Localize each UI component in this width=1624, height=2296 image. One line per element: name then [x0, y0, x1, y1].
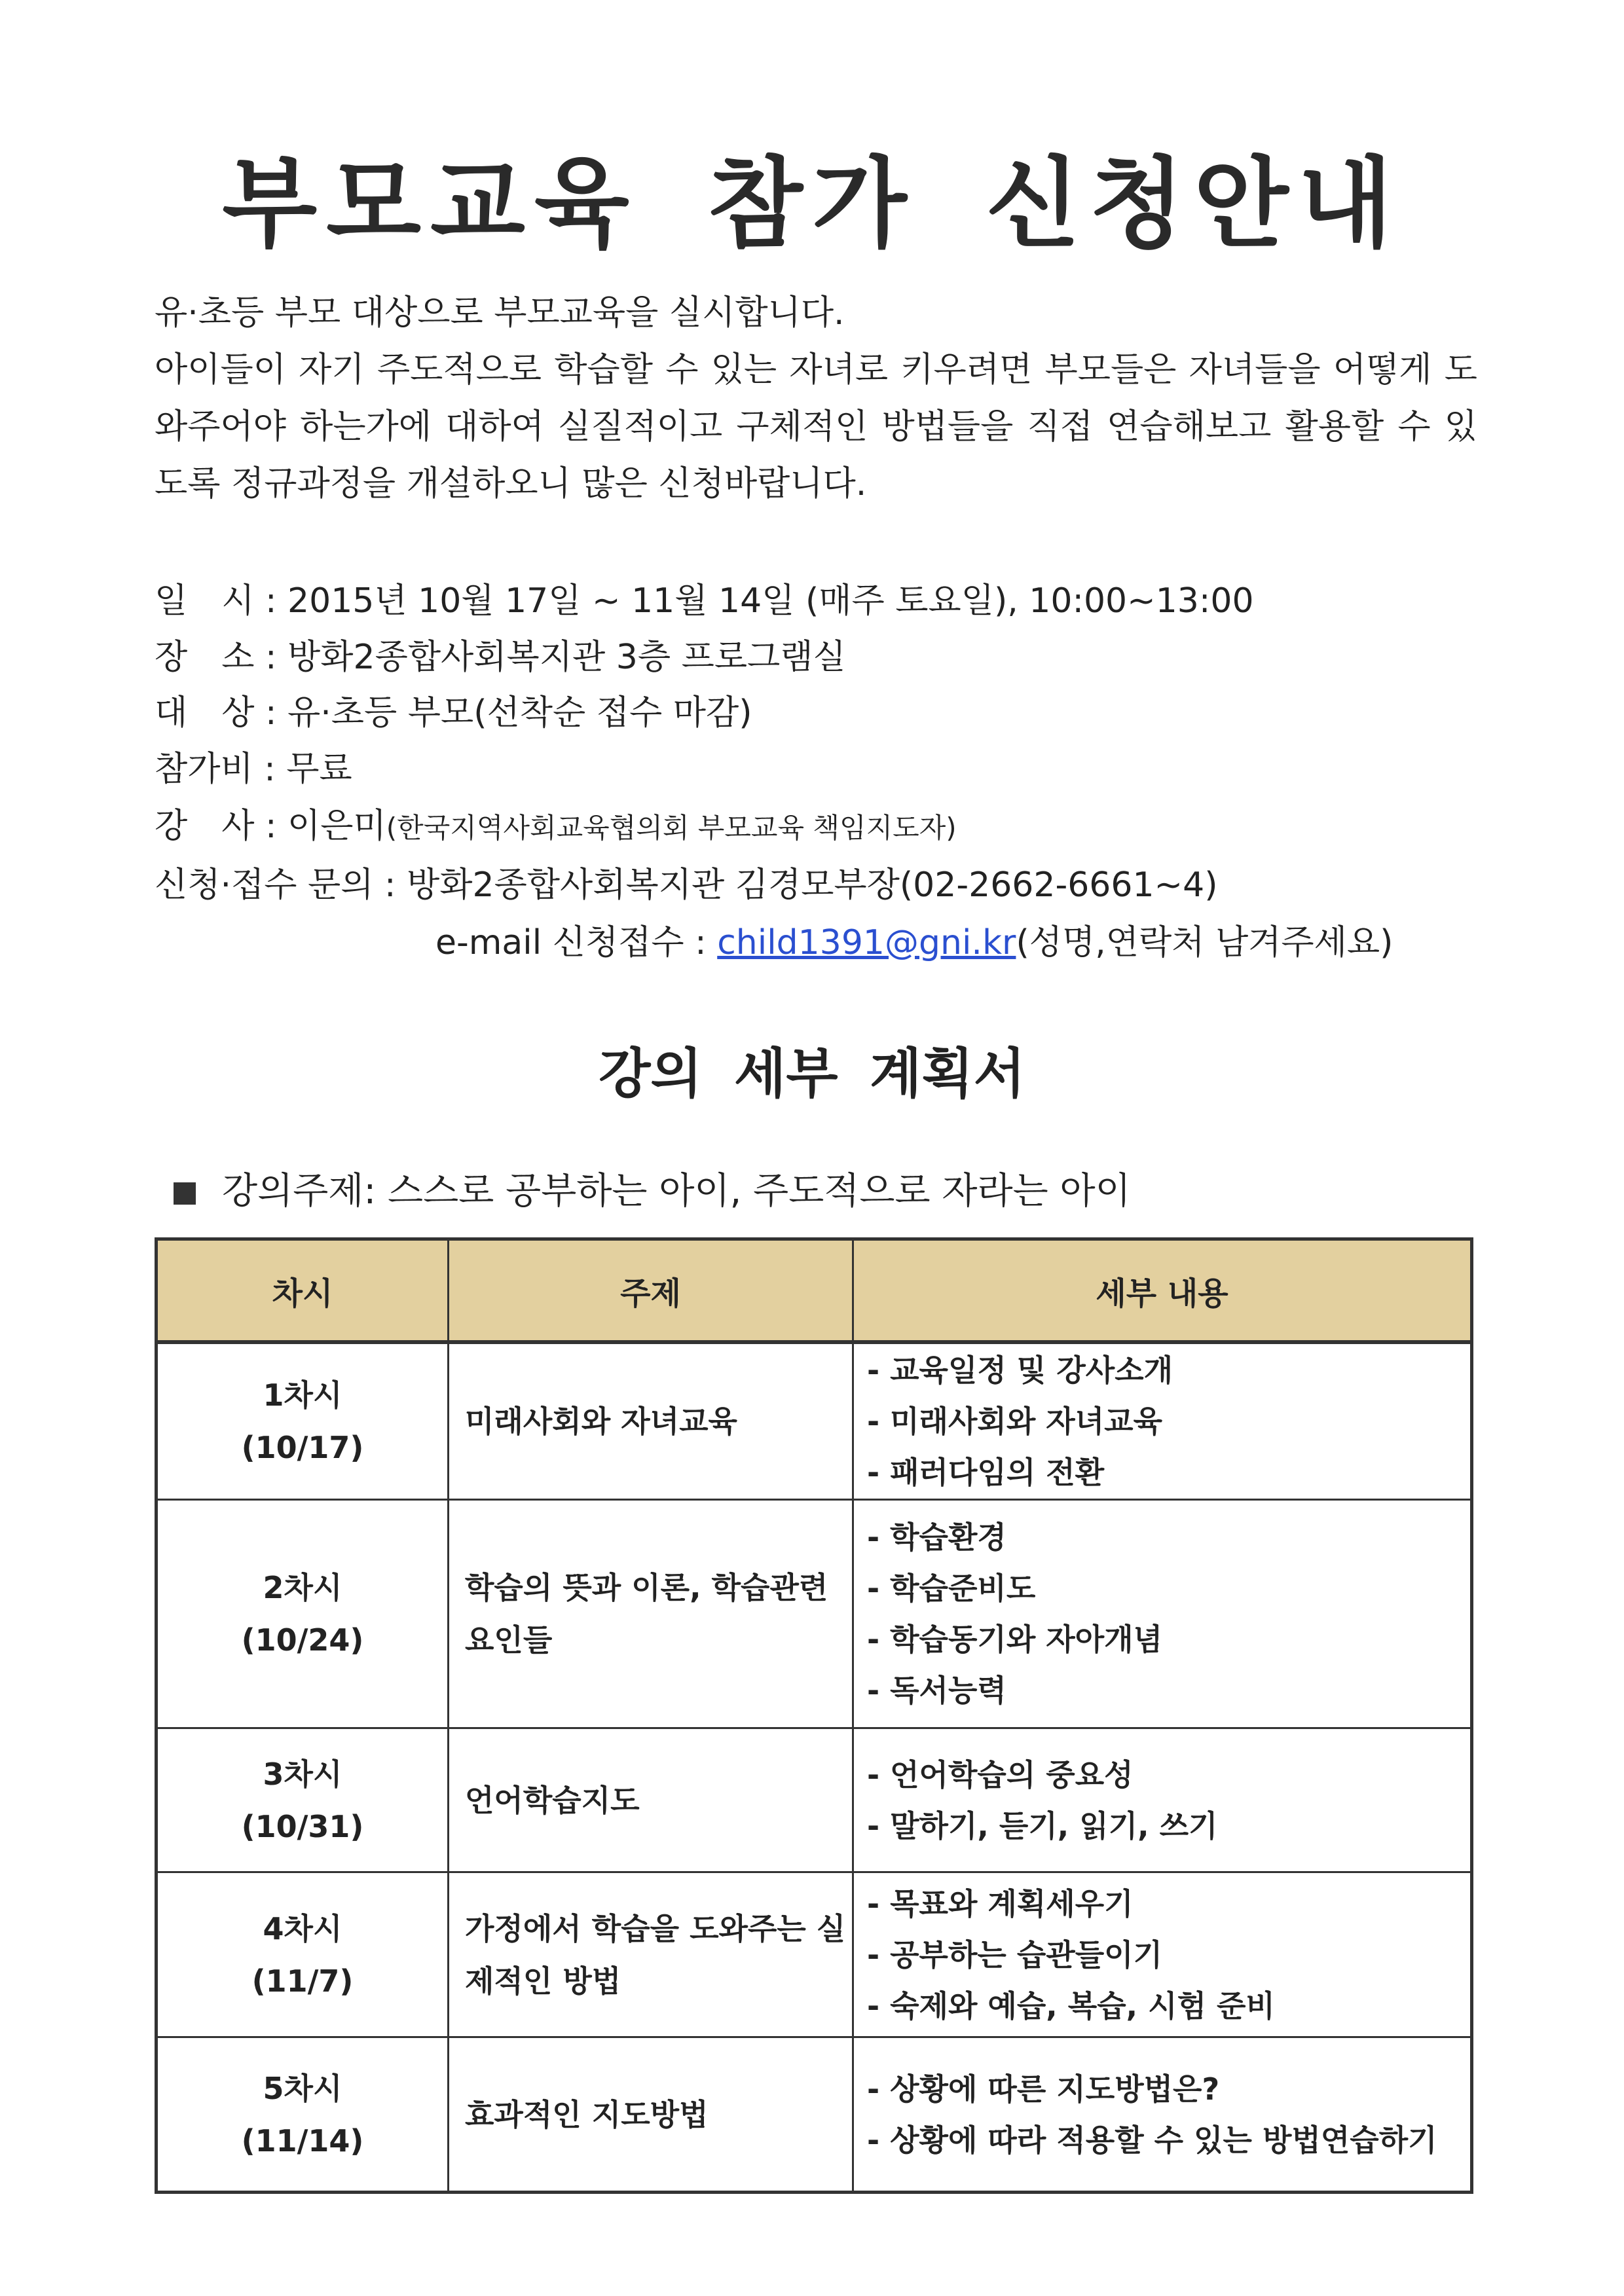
value: 방화2종합사회복지관 3층 프로그램실: [287, 638, 846, 677]
session-cell: [157, 1728, 449, 1872]
detail-item: - 학습동기와 자아개념: [867, 1622, 1163, 1657]
value: 무료: [286, 750, 352, 789]
subject-cell: 가정에서 학습을 도와주는 실제적인 방법: [449, 1872, 853, 2037]
details-cell: [853, 1872, 1472, 2037]
session: 2차시: [263, 1570, 342, 1605]
detail-item: - 말하기, 듣기, 읽기, 쓰기: [867, 1808, 1218, 1844]
details-cell: [853, 1342, 1472, 1500]
detail-item: - 공부하는 습관들이기: [867, 1937, 1163, 1973]
session: 3차시: [263, 1756, 342, 1792]
topic-text: 강의주제: 스스로 공부하는 아이, 주도적으로 자라는 아이: [222, 1170, 1131, 1212]
table-header: [157, 1239, 1472, 1343]
intro-paragraph: [155, 285, 1477, 513]
session: 1차시: [263, 1377, 342, 1413]
value: 이은미: [287, 807, 386, 846]
session-date: (10/31): [241, 1808, 364, 1844]
value: 방화2종합사회복지관 김경모부장(02-2662-6661~4): [407, 866, 1218, 905]
session-date: (10/17): [241, 1430, 364, 1465]
square-bullet-icon: [174, 1182, 196, 1205]
header-session: 차시: [157, 1239, 449, 1343]
table-row: [157, 1500, 1472, 1728]
lecture-plan-table: [155, 1237, 1473, 2194]
session-date: (10/24): [241, 1622, 364, 1658]
detail-item: - 독서능력: [867, 1673, 1006, 1708]
section-title: 강의 세부 계획서: [599, 1043, 1025, 1105]
subject-cell: 효과적인 지도방법: [449, 2037, 853, 2193]
details-cell: [853, 1728, 1472, 1872]
detail-item: - 목표와 계획세우기: [867, 1886, 1134, 1922]
detail-item: - 학습준비도: [867, 1571, 1036, 1606]
table-row: [157, 1342, 1472, 1500]
session-date: (11/14): [241, 2123, 364, 2159]
info-target: [155, 685, 752, 734]
detail-item: - 미래사회와 자녀교육: [867, 1404, 1163, 1439]
info-fee: [155, 741, 352, 790]
session-cell: [157, 2037, 449, 2193]
detail-item: - 상황에 따라 적용할 수 있는 방법연습하기: [867, 2122, 1437, 2158]
value: 2015년 10월 17일 ~ 11월 14일 (매주 토요일), 10:00~13:00: [287, 581, 1254, 621]
subject-cell: 학습의 뜻과 이론, 학습관련요인들: [449, 1500, 853, 1728]
detail-item: - 숙제와 예습, 복습, 시험 준비: [867, 1988, 1275, 2024]
session: 5차시: [263, 2070, 342, 2106]
detail-item: - 학습환경: [867, 1520, 1006, 1555]
info-email: [435, 915, 1393, 964]
table-row: [157, 2037, 1472, 2193]
session-cell: [157, 1500, 449, 1728]
detail-item: - 패러다임의 전환: [867, 1455, 1105, 1490]
email-link[interactable]: child1391@gni.kr: [717, 923, 1016, 962]
table-row: [157, 1872, 1472, 2037]
label: 신청·접수 문의 :: [155, 866, 396, 905]
value: 유·초등 부모(선착순 접수 마감): [287, 693, 752, 733]
info-place: [155, 629, 846, 678]
subject-cell: 언어학습지도: [449, 1728, 853, 1872]
intro-line: 유·초등 부모 대상으로 부모교육을 실시합니다.: [155, 293, 845, 333]
label: 장 소 :: [155, 638, 277, 677]
page-title: 부모교육 참가 신청안내: [222, 147, 1402, 261]
detail-item: - 교육일정 및 강사소개: [867, 1353, 1173, 1388]
lecture-topic: [174, 1162, 1131, 1214]
table-row: [157, 1728, 1472, 1872]
email-note: (성명,연락처 남겨주세요): [1016, 923, 1393, 962]
info-contact: [155, 857, 1218, 906]
label: 일 시 :: [155, 581, 277, 621]
label: 강 사 :: [155, 807, 277, 846]
label: 참가비 :: [155, 750, 276, 789]
intro-line: 아이들이 자기 주도적으로 학습할 수 있는 자녀로 키우려면 부모들은 자녀들을 어떻게 도와주어야 하는가에 대하여 실질적이고 구체적인 방법들을 직접 연습해보고 활용할 수 있도록 정규과정을 개설하오니 많은 신청바랍니다.: [155, 350, 1477, 503]
session-date: (11/7): [251, 1963, 354, 1999]
header-details: 세부 내용: [853, 1239, 1472, 1343]
subject-cell: 미래사회와 자녀교육: [449, 1342, 853, 1500]
info-date: [155, 573, 1254, 622]
info-lecturer: [155, 798, 957, 847]
lecturer-note: (한국지역사회교육협의회 부모교육 책임지도자): [386, 812, 957, 844]
session-cell: [157, 1872, 449, 2037]
label: e-mail 신청접수 :: [435, 923, 707, 962]
session-cell: [157, 1342, 449, 1500]
detail-item: - 상황에 따른 지도방법은?: [867, 2071, 1220, 2107]
details-cell: [853, 1500, 1472, 1728]
session: 4차시: [263, 1910, 342, 1946]
detail-item: - 언어학습의 중요성: [867, 1757, 1134, 1793]
header-subject: 주제: [449, 1239, 853, 1343]
details-cell: [853, 2037, 1472, 2193]
label: 대 상 :: [155, 693, 277, 733]
